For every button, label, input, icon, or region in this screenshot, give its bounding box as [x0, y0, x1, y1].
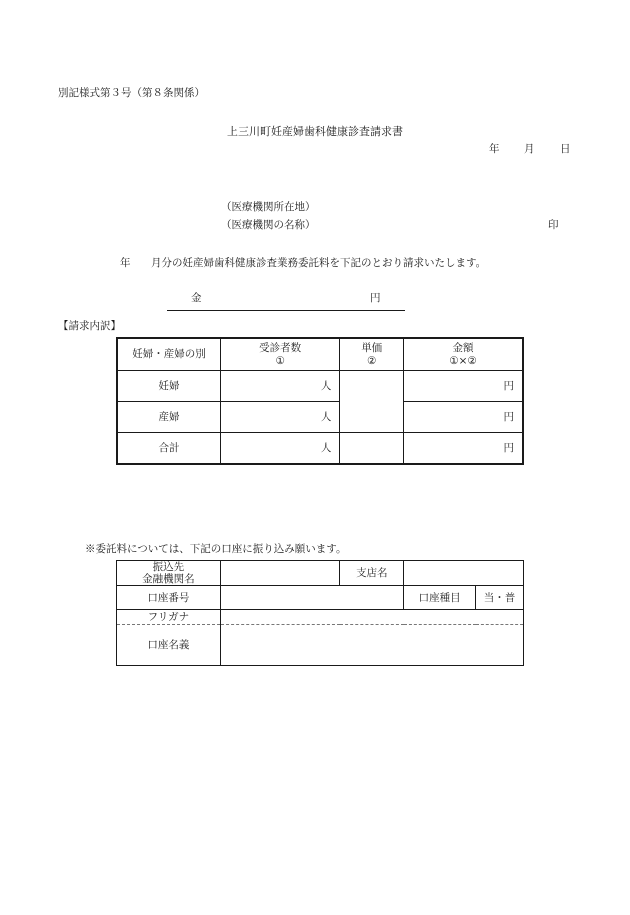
account-type-options[interactable]: 当・普 [476, 586, 524, 610]
row-label: 妊婦 [117, 371, 220, 402]
holder-row [117, 625, 524, 666]
breakdown-title: 【請求内訳】 [58, 320, 121, 332]
bank-name-label-line2: 金融機関名 [142, 573, 195, 586]
amount-underline [167, 310, 405, 311]
seal-mark: 印 [548, 219, 559, 231]
row-label: 産婦 [117, 402, 220, 433]
table-row-postpartum [117, 402, 523, 433]
branch-name-label: 支店名 [340, 561, 404, 586]
amount-suffix: 円 [370, 292, 381, 304]
bank-name-label-line1: 振込先 [152, 561, 185, 573]
furigana-label: フリガナ [117, 610, 221, 625]
furigana-field[interactable] [220, 610, 523, 625]
bank-account-table [116, 560, 524, 666]
bank-name-field[interactable] [220, 561, 340, 586]
institution-name-label: （医療機関の名称） [221, 219, 316, 231]
transfer-note: ※委託料については、下記の口座に振り込み願います。 [85, 543, 347, 555]
header-count-title: 受診者数 [259, 342, 302, 355]
header-unit-price [340, 338, 404, 371]
date-day-label: 日 [560, 143, 571, 155]
table-row-total [117, 433, 523, 465]
header-category: 妊婦・産婦の別 [117, 338, 220, 371]
count-cell[interactable]: 人 [220, 433, 339, 465]
date-year-label: 年 [489, 143, 500, 155]
breakdown-table [116, 337, 524, 465]
form-number: 別記様式第３号（第８条関係） [58, 87, 205, 99]
breakdown-header-row [117, 338, 523, 371]
amount-cell[interactable]: 円 [404, 371, 523, 402]
institution-address-label: （医療機関所在地） [221, 201, 316, 213]
account-row [117, 586, 524, 610]
table-row-pregnant [117, 371, 523, 402]
header-count-mark: ① [275, 354, 285, 367]
account-holder-label: 口座名義 [117, 625, 221, 666]
amount-prefix: 金 [191, 292, 202, 304]
row-label: 合計 [117, 433, 220, 465]
bank-row [117, 561, 524, 586]
unit-price-cell[interactable] [340, 371, 404, 433]
header-amount-formula: ①×② [449, 354, 477, 367]
bank-name-label [117, 561, 221, 586]
request-sentence: 月分の妊産婦歯科健康診査業務委託料を下記のとおり請求いたします。 [151, 257, 487, 269]
unit-price-cell-total [340, 433, 404, 465]
branch-name-field[interactable] [404, 561, 524, 586]
request-year-label: 年 [120, 257, 131, 269]
header-unit-price-title: 単価 [361, 342, 383, 355]
account-holder-field[interactable] [220, 625, 523, 666]
header-amount [404, 338, 523, 371]
account-number-label: 口座番号 [117, 586, 221, 610]
document-title: 上三川町妊産婦歯科健康診査請求書 [227, 125, 403, 138]
header-count [220, 338, 339, 371]
header-amount-title: 金額 [452, 342, 474, 355]
account-type-label: 口座種目 [404, 586, 476, 610]
header-unit-price-mark: ② [366, 354, 377, 367]
count-cell[interactable]: 人 [220, 371, 339, 402]
amount-cell[interactable]: 円 [404, 433, 523, 465]
account-number-field[interactable] [220, 586, 404, 610]
count-cell[interactable]: 人 [220, 402, 339, 433]
furigana-row [117, 610, 524, 625]
date-month-label: 月 [524, 143, 535, 155]
amount-cell[interactable]: 円 [404, 402, 523, 433]
